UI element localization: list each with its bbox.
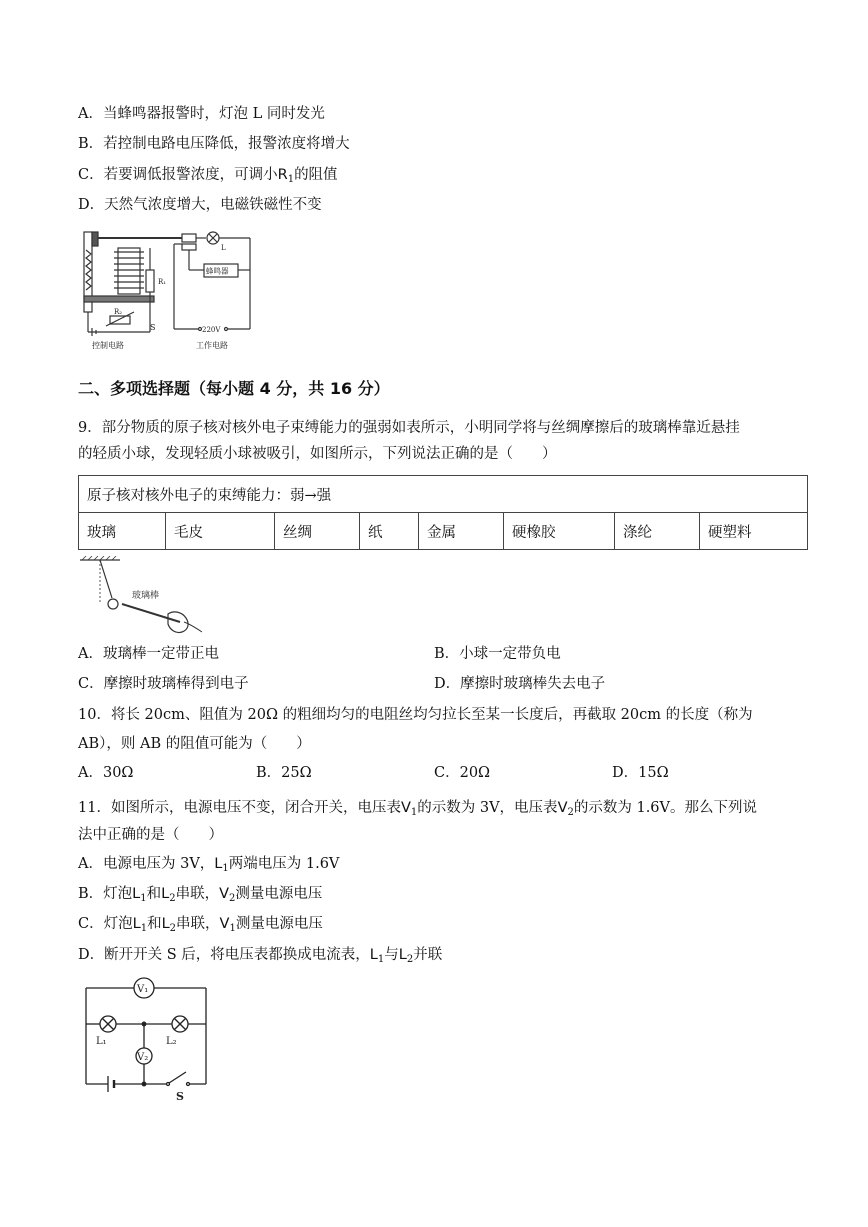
q11-circuit-figure (78, 974, 218, 1102)
q11-stem-line2: 法中正确的是（ ） (78, 827, 223, 843)
q8-fig-label-work: 工作电路 (196, 341, 228, 350)
q11-fig-label-l2: L₂ (166, 1036, 177, 1047)
q8-fig-label-r1: R₁ (158, 278, 167, 286)
table-cell: 毛皮 (166, 513, 275, 550)
q10-option-c: C．20Ω (434, 765, 491, 781)
q11-fig-label-s: S (176, 1090, 184, 1102)
q11-fig-label-l1: L₁ (96, 1036, 107, 1047)
q10-option-a: A．30Ω (78, 765, 134, 781)
q9-option-a: A．玻璃棒一定带正电 (78, 646, 219, 662)
q8-fig-label-buzzer: 蜂鸣器 (206, 266, 229, 276)
table-cell: 纸 (360, 513, 419, 550)
q10-option-d: D．15Ω (612, 765, 669, 781)
q11-option-a: A．电源电压为 3V，$L_1$两端电压为 1.6V (78, 856, 340, 874)
table-cell: 涤纶 (615, 513, 700, 550)
q11-option-c: C．灯泡$L_1$和$L_2$串联，$V_1$测量电源电压 (78, 916, 323, 934)
table-row (79, 476, 808, 513)
q9-glass-rod-figure (80, 556, 210, 638)
q8-option-c: C．若要调低报警浓度，可调小$R_1$的阻值 (78, 167, 338, 185)
q8-option-b: B．若控制电路电压降低，报警浓度将增大 (78, 136, 350, 152)
q9-stem-line1: 9．部分物质的原子核对核外电子束缚能力的强弱如表所示，小明同学将与丝绸摩擦后的玻璃棒靠近悬挂 (78, 420, 740, 436)
q11-option-b: B．灯泡$L_1$和$L_2$串联，$V_2$测量电源电压 (78, 886, 323, 904)
q11-stem-line1: 11．如图所示，电源电压不变，闭合开关，电压表$V_1$的示数为 3V，电压表$V_2$的示数为 1.6V。那么下列说 (78, 800, 757, 818)
table-cell: 玻璃 (79, 513, 166, 550)
q11-fig-label-v1: V₁ (137, 984, 149, 995)
q10-stem-line1: 10．将长 20cm、阻值为 20Ω 的粗细均匀的电阻丝均匀拉长至某一长度后，再截取 20cm 的长度（称为 (78, 707, 753, 723)
section-heading: 二、多项选择题（每小题 4 分，共 16 分） (78, 379, 390, 398)
table-cell: 硬塑料 (700, 513, 808, 550)
q9-table-header: 原子核对核外电子的束缚能力：弱→强 (79, 476, 808, 513)
q8-alarm-circuit-figure (78, 226, 278, 352)
table-row (79, 513, 808, 550)
q10-option-b: B．25Ω (256, 765, 312, 781)
q10-stem-line2: AB），则 AB 的阻值可能为（ ） (78, 736, 311, 752)
q9-rod-label: 玻璃棒 (132, 591, 160, 601)
q9-option-c: C．摩擦时玻璃棒得到电子 (78, 676, 249, 692)
q9-stem-line2: 的轻质小球，发现轻质小球被吸引，如图所示，下列说法正确的是（ ） (78, 446, 557, 462)
table-cell: 金属 (419, 513, 504, 550)
table-cell: 丝绸 (275, 513, 360, 550)
q11-option-d: D．断开开关 S 后，将电压表都换成电流表，$L_1$与$L_2$并联 (78, 947, 443, 965)
q8-option-d: D．天然气浓度增大，电磁铁磁性不变 (78, 197, 322, 213)
q9-option-b: B．小球一定带负电 (434, 646, 561, 662)
q8-option-a: A．当蜂鸣器报警时，灯泡 L 同时发光 (78, 106, 325, 122)
q8-fig-label-220v: 220V (202, 326, 221, 334)
q11-fig-label-v2: V₂ (137, 1052, 149, 1063)
q8-fig-label-s: S (150, 323, 156, 332)
table-cell: 硬橡胶 (504, 513, 615, 550)
q8-fig-label-l: L (221, 244, 226, 252)
q9-binding-table (78, 475, 808, 550)
q9-option-d: D．摩擦时玻璃棒失去电子 (434, 676, 606, 692)
q8-fig-label-control: 控制电路 (92, 341, 124, 350)
q8-fig-label-r2: R₂ (114, 308, 123, 316)
